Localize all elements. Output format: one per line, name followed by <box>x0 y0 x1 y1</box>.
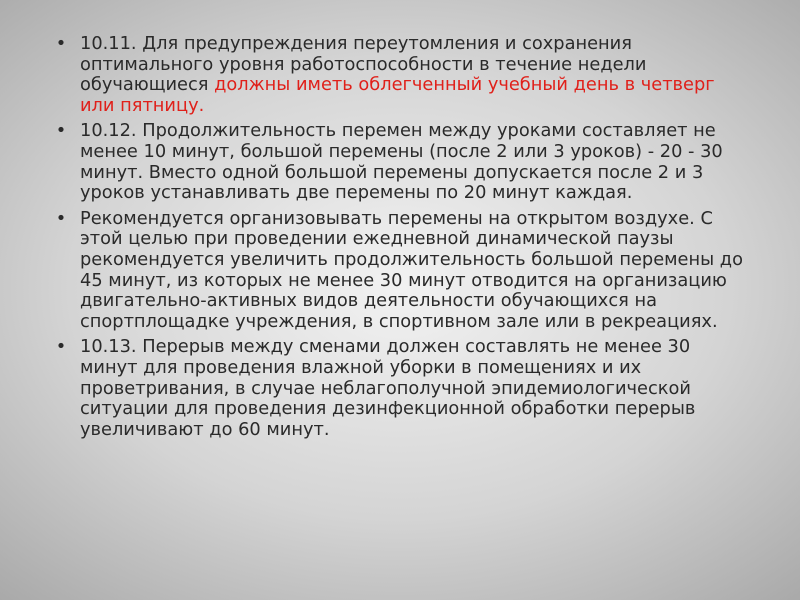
list-item <box>52 121 752 203</box>
item-text: 10.11. Для предупреждения переутомления и сохранения оптимального уровня работоспособности в течение недели обучающиеся <box>80 33 647 96</box>
item-text: 10.12. Продолжительность перемен между уроками составляет не менее 10 минут, большой перемены (после 2 или 3 уроков) - 20 - 30 минут. Вместо одной большой перемены допускается после 2 и 3 уроков устанавливать две перемены по 20 минут каждая. <box>80 120 723 204</box>
bullet-dot: • <box>55 336 67 358</box>
item-highlighted-text: должны иметь облегченный учебный день в четверг или пятницу. <box>80 74 715 116</box>
bullet-dot: • <box>55 33 67 54</box>
list-item <box>52 34 752 116</box>
bullet-dot: • <box>55 120 67 142</box>
bullet-dot: • <box>55 207 67 229</box>
list-item <box>52 209 752 333</box>
item-text: Рекомендуется организовывать перемены на открытом воздухе. С этой целью при проведении ежедневной динамической паузы рекомендуется увеличить продолжительность большой перемены до 45 минут, из которых не менее 30 минут отводится на организацию двигательно-активных видов деятельности обучающихся на спортплощадке учреждения, в спортивном зале или в рекреациях. <box>80 207 743 332</box>
list-item <box>52 337 752 440</box>
bullet-list <box>52 34 752 445</box>
item-text: 10.13. Перерыв между сменами должен составлять не менее 30 минут для проведения влажной уборки в помещениях и их проветривания, в случае неблагополучной эпидемиологической ситуации для проведения дезинфекционной обработки перерыв увеличивают до 60 минут. <box>80 336 696 440</box>
